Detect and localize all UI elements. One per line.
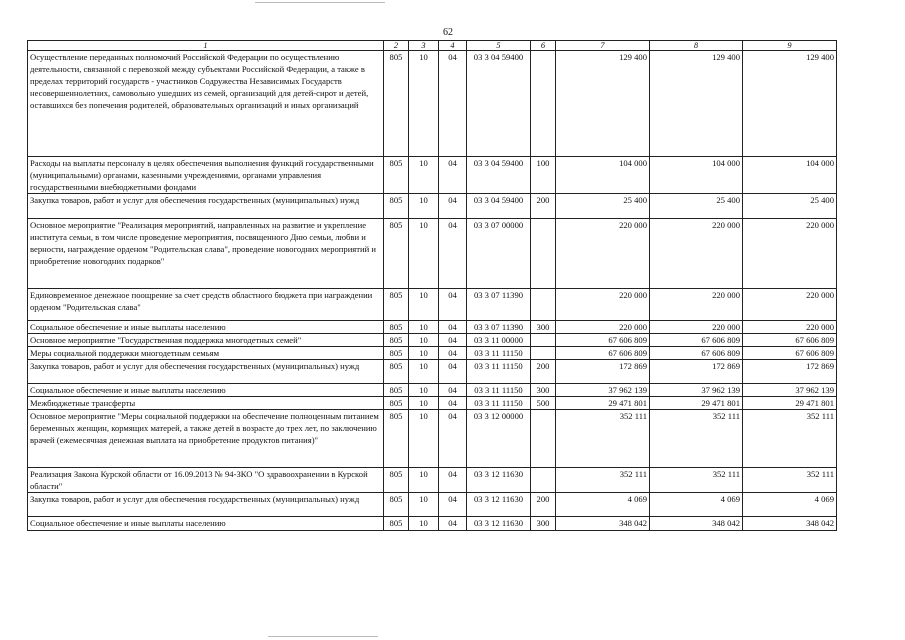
grbs-code: 805 xyxy=(384,334,409,347)
section-code: 10 xyxy=(409,334,439,347)
amount-year-1: 220 000 xyxy=(556,219,650,289)
table-row xyxy=(28,51,837,157)
subsection-code: 04 xyxy=(439,157,467,194)
expense-type-code xyxy=(531,219,556,289)
grbs-code: 805 xyxy=(384,321,409,334)
table-row xyxy=(28,468,837,493)
grbs-code: 805 xyxy=(384,384,409,397)
amount-year-2: 172 869 xyxy=(650,360,743,384)
table-row xyxy=(28,410,837,468)
section-code: 10 xyxy=(409,289,439,321)
subsection-code: 04 xyxy=(439,194,467,219)
target-article-code: 03 3 07 00000 xyxy=(467,219,531,289)
target-article-code: 03 3 12 11630 xyxy=(467,493,531,517)
row-name: Закупка товаров, работ и услуг для обеспечения государственных (муниципальных) нужд xyxy=(28,360,384,384)
expense-type-code: 300 xyxy=(531,517,556,531)
subsection-code: 04 xyxy=(439,468,467,493)
row-name: Основное мероприятие "Реализация мероприятий, направленных на развитие и укрепление института семьи, в том числе проведение мероприятия, посвященного Дню семьи, любви и верности, награждение орденом "Родительская слава", проведение новогодних мероприятий и приобретение новогодних подарков" xyxy=(28,219,384,289)
section-code: 10 xyxy=(409,321,439,334)
row-name: Основное мероприятие "Государственная поддержка многодетных семей" xyxy=(28,334,384,347)
grbs-code: 805 xyxy=(384,157,409,194)
subsection-code: 04 xyxy=(439,219,467,289)
table-row xyxy=(28,289,837,321)
amount-year-2: 67 606 809 xyxy=(650,334,743,347)
col-header: 8 xyxy=(650,41,743,51)
row-name: Закупка товаров, работ и услуг для обеспечения государственных (муниципальных) нужд xyxy=(28,493,384,517)
target-article-code: 03 3 11 11150 xyxy=(467,384,531,397)
amount-year-3: 220 000 xyxy=(743,219,837,289)
section-code: 10 xyxy=(409,493,439,517)
subsection-code: 04 xyxy=(439,347,467,360)
amount-year-2: 37 962 139 xyxy=(650,384,743,397)
section-code: 10 xyxy=(409,468,439,493)
amount-year-3: 172 869 xyxy=(743,360,837,384)
amount-year-1: 348 042 xyxy=(556,517,650,531)
row-name: Единовременное денежное поощрение за счет средств областного бюджета при награждении орденом "Родительская слава" xyxy=(28,289,384,321)
section-code: 10 xyxy=(409,384,439,397)
table-row xyxy=(28,194,837,219)
section-code: 10 xyxy=(409,347,439,360)
section-code: 10 xyxy=(409,194,439,219)
amount-year-3: 104 000 xyxy=(743,157,837,194)
amount-year-3: 352 111 xyxy=(743,410,837,468)
target-article-code: 03 3 11 11150 xyxy=(467,347,531,360)
expense-type-code: 300 xyxy=(531,321,556,334)
grbs-code: 805 xyxy=(384,410,409,468)
target-article-code: 03 3 04 59400 xyxy=(467,194,531,219)
grbs-code: 805 xyxy=(384,468,409,493)
expense-type-code xyxy=(531,347,556,360)
amount-year-1: 67 606 809 xyxy=(556,334,650,347)
target-article-code: 03 3 12 00000 xyxy=(467,410,531,468)
subsection-code: 04 xyxy=(439,410,467,468)
amount-year-1: 129 400 xyxy=(556,51,650,157)
section-code: 10 xyxy=(409,517,439,531)
row-name: Социальное обеспечение и иные выплаты населению xyxy=(28,517,384,531)
row-name: Расходы на выплаты персоналу в целях обеспечения выполнения функций государственными (муниципальными) органами, казенными учреждениями, органами управления государственными внебюджетными фондами xyxy=(28,157,384,194)
amount-year-1: 37 962 139 xyxy=(556,384,650,397)
expense-type-code xyxy=(531,468,556,493)
amount-year-3: 348 042 xyxy=(743,517,837,531)
col-header: 4 xyxy=(439,41,467,51)
amount-year-2: 220 000 xyxy=(650,321,743,334)
amount-year-3: 67 606 809 xyxy=(743,334,837,347)
section-code: 10 xyxy=(409,51,439,157)
amount-year-3: 220 000 xyxy=(743,321,837,334)
amount-year-1: 67 606 809 xyxy=(556,347,650,360)
row-name: Осуществление переданных полномочий Российской Федерации по осуществлению деятельности, связанной с перевозкой между субъектами Российской Федерации, а также в пределах территорий государств - участников Содружества Независимых Государств несовершеннолетних, самовольно ушедших из семей, организаций для детей-сирот и детей, оставшихся без попечения родителей, образовательных организаций и иных организаций xyxy=(28,51,384,157)
expense-type-code: 500 xyxy=(531,397,556,410)
col-header: 6 xyxy=(531,41,556,51)
amount-year-2: 29 471 801 xyxy=(650,397,743,410)
subsection-code: 04 xyxy=(439,493,467,517)
table-row xyxy=(28,493,837,517)
table-row xyxy=(28,347,837,360)
grbs-code: 805 xyxy=(384,219,409,289)
grbs-code: 805 xyxy=(384,360,409,384)
grbs-code: 805 xyxy=(384,51,409,157)
amount-year-1: 352 111 xyxy=(556,410,650,468)
amount-year-3: 67 606 809 xyxy=(743,347,837,360)
grbs-code: 805 xyxy=(384,347,409,360)
subsection-code: 04 xyxy=(439,517,467,531)
target-article-code: 03 3 12 11630 xyxy=(467,517,531,531)
amount-year-1: 172 869 xyxy=(556,360,650,384)
amount-year-1: 29 471 801 xyxy=(556,397,650,410)
scan-artifact-top xyxy=(255,2,385,3)
amount-year-1: 104 000 xyxy=(556,157,650,194)
expense-type-code: 300 xyxy=(531,384,556,397)
budget-table xyxy=(27,40,837,531)
row-name: Основное мероприятие "Меры социальной поддержки на обеспечение полноценным питанием беременных женщин, кормящих матерей, а также детей в возрасте до трех лет, по заключению врачей (ежемесячная денежная выплата на приобретение продуктов питания)" xyxy=(28,410,384,468)
amount-year-2: 352 111 xyxy=(650,410,743,468)
table-row xyxy=(28,517,837,531)
grbs-code: 805 xyxy=(384,289,409,321)
expense-type-code xyxy=(531,334,556,347)
target-article-code: 03 3 11 00000 xyxy=(467,334,531,347)
col-header: 2 xyxy=(384,41,409,51)
subsection-code: 04 xyxy=(439,51,467,157)
amount-year-2: 67 606 809 xyxy=(650,347,743,360)
amount-year-2: 4 069 xyxy=(650,493,743,517)
amount-year-1: 220 000 xyxy=(556,289,650,321)
section-code: 10 xyxy=(409,219,439,289)
section-code: 10 xyxy=(409,410,439,468)
col-header: 1 xyxy=(28,41,384,51)
amount-year-2: 348 042 xyxy=(650,517,743,531)
amount-year-3: 352 111 xyxy=(743,468,837,493)
amount-year-2: 129 400 xyxy=(650,51,743,157)
section-code: 10 xyxy=(409,157,439,194)
table-row xyxy=(28,334,837,347)
row-name: Реализация Закона Курской области от 16.09.2013 № 94-ЗКО "О здравоохранении в Курской области" xyxy=(28,468,384,493)
amount-year-1: 220 000 xyxy=(556,321,650,334)
amount-year-2: 352 111 xyxy=(650,468,743,493)
target-article-code: 03 3 12 11630 xyxy=(467,468,531,493)
col-header: 7 xyxy=(556,41,650,51)
subsection-code: 04 xyxy=(439,397,467,410)
row-name: Социальное обеспечение и иные выплаты населению xyxy=(28,384,384,397)
row-name: Меры социальной поддержки многодетным семьям xyxy=(28,347,384,360)
expense-type-code xyxy=(531,410,556,468)
column-number-row xyxy=(28,41,837,51)
amount-year-1: 25 400 xyxy=(556,194,650,219)
table-body xyxy=(28,41,837,531)
table-row xyxy=(28,360,837,384)
subsection-code: 04 xyxy=(439,334,467,347)
amount-year-2: 220 000 xyxy=(650,219,743,289)
col-header: 3 xyxy=(409,41,439,51)
grbs-code: 805 xyxy=(384,397,409,410)
expense-type-code: 100 xyxy=(531,157,556,194)
target-article-code: 03 3 11 11150 xyxy=(467,397,531,410)
amount-year-3: 220 000 xyxy=(743,289,837,321)
expense-type-code: 200 xyxy=(531,360,556,384)
target-article-code: 03 3 04 59400 xyxy=(467,157,531,194)
table-row xyxy=(28,384,837,397)
amount-year-3: 37 962 139 xyxy=(743,384,837,397)
subsection-code: 04 xyxy=(439,321,467,334)
expense-type-code xyxy=(531,51,556,157)
table-row xyxy=(28,397,837,410)
subsection-code: 04 xyxy=(439,289,467,321)
expense-type-code: 200 xyxy=(531,493,556,517)
expense-type-code xyxy=(531,289,556,321)
amount-year-3: 129 400 xyxy=(743,51,837,157)
table-row xyxy=(28,157,837,194)
subsection-code: 04 xyxy=(439,360,467,384)
amount-year-2: 220 000 xyxy=(650,289,743,321)
section-code: 10 xyxy=(409,397,439,410)
amount-year-1: 352 111 xyxy=(556,468,650,493)
amount-year-3: 29 471 801 xyxy=(743,397,837,410)
expense-type-code: 200 xyxy=(531,194,556,219)
target-article-code: 03 3 07 11390 xyxy=(467,321,531,334)
amount-year-2: 25 400 xyxy=(650,194,743,219)
col-header: 5 xyxy=(467,41,531,51)
page-number: 62 xyxy=(443,27,453,38)
table-row xyxy=(28,219,837,289)
amount-year-2: 104 000 xyxy=(650,157,743,194)
amount-year-3: 25 400 xyxy=(743,194,837,219)
grbs-code: 805 xyxy=(384,517,409,531)
row-name: Межбюджетные трансферты xyxy=(28,397,384,410)
row-name: Социальное обеспечение и иные выплаты населению xyxy=(28,321,384,334)
target-article-code: 03 3 07 11390 xyxy=(467,289,531,321)
amount-year-3: 4 069 xyxy=(743,493,837,517)
row-name: Закупка товаров, работ и услуг для обеспечения государственных (муниципальных) нужд xyxy=(28,194,384,219)
subsection-code: 04 xyxy=(439,384,467,397)
amount-year-1: 4 069 xyxy=(556,493,650,517)
target-article-code: 03 3 04 59400 xyxy=(467,51,531,157)
target-article-code: 03 3 11 11150 xyxy=(467,360,531,384)
section-code: 10 xyxy=(409,360,439,384)
grbs-code: 805 xyxy=(384,493,409,517)
col-header: 9 xyxy=(743,41,837,51)
scan-artifact-bottom xyxy=(268,636,378,637)
grbs-code: 805 xyxy=(384,194,409,219)
table-row xyxy=(28,321,837,334)
